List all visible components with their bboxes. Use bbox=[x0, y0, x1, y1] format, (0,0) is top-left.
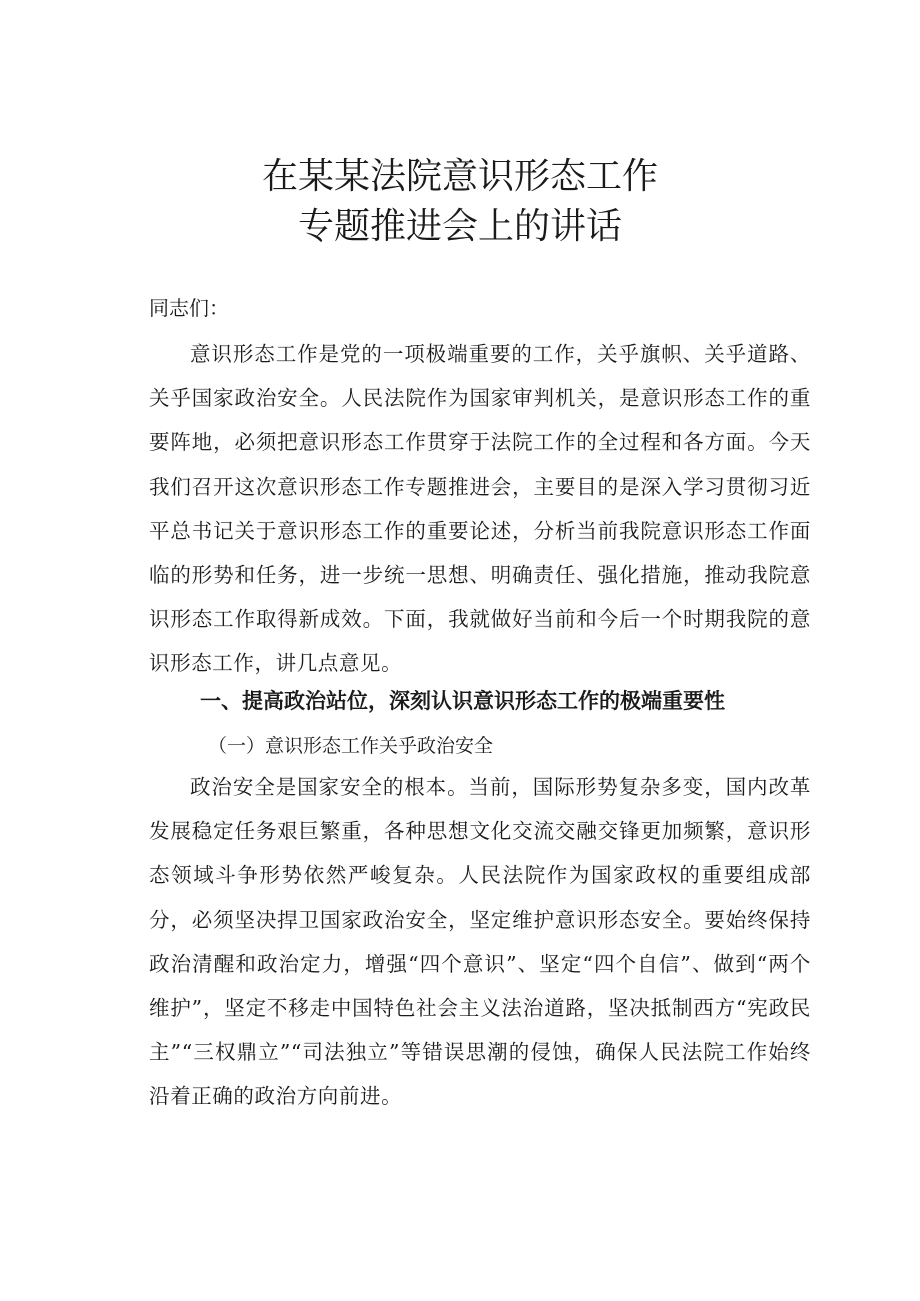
paragraph-intro: 意识形态工作是党的一项极端重要的工作，关乎旗帜、关乎道路、关乎国家政治安全。人民法院作为国家审判机关，是意识形态工作的重要阵地，必须把意识形态工作贯穿于法院工作的全过程和各方面。今天我们召开这次意识形态工作专题推进会，主要目的是深入学习贯彻习近平总书记关于意识形态工作的重要论述，分析当前我院意识形态工作面临的形势和任务，进一步统一思想、明确责任、强化措施，推动我院意识形态工作取得新成效。下面，我就做好当前和今后一个时期我院的意识形态工作，讲几点意见。 bbox=[149, 342, 811, 676]
salutation: 同志们： bbox=[149, 296, 229, 320]
title-line-2: 专题推进会上的讲话 bbox=[297, 206, 622, 247]
paragraph-political-security: 政治安全是国家安全的根本。当前，国际形势复杂多变，国内改革发展稳定任务艰巨繁重，各种思想文化交流交融交锋更加频繁，意识形态领域斗争形势依然严峻复杂。人民法院作为国家政权的重要组成部分，必须坚决捍卫国家政治安全，坚定维护意识形态安全。要始终保持政治清醒和政治定力，增强“四个意识”、坚定“四个自信”、做到“两个维护”，坚定不移走中国特色社会主义法治道路，坚决抵制西方“宪政民主”“三权鼎立”“司法独立”等错误思潮的侵蚀，确保人民法院工作始终沿着正确的政治方向前进。 bbox=[149, 775, 811, 1109]
title-line-1: 在某某法院意识形态工作 bbox=[261, 156, 658, 197]
document-title bbox=[0, 152, 920, 252]
subsection-heading-1: （一）意识形态工作关乎政治安全 bbox=[208, 735, 494, 757]
section-heading-1: 一、提高政治站位，深刻认识意识形态工作的极端重要性 bbox=[200, 689, 725, 713]
